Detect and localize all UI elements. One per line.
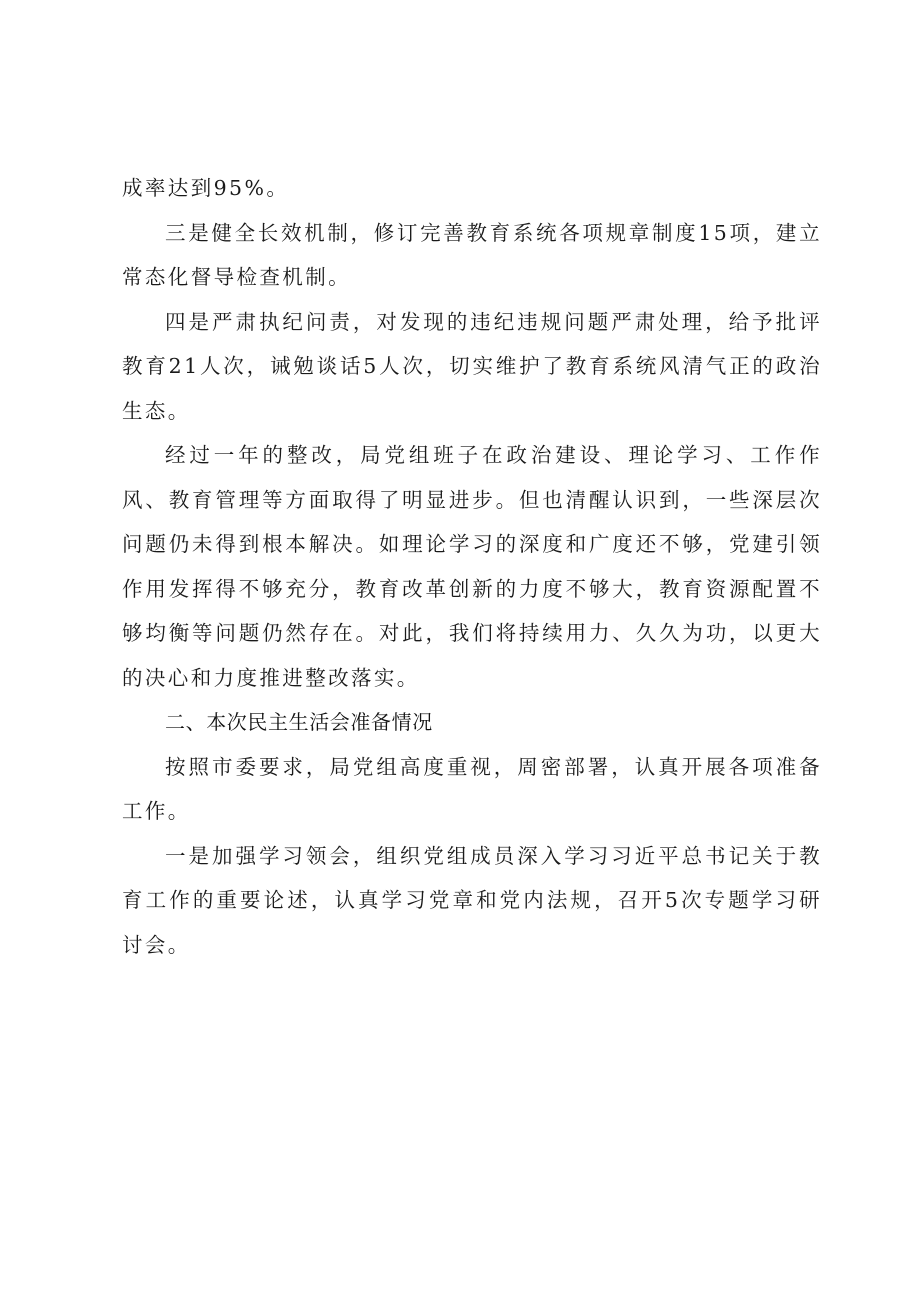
paragraph-point-four: 四是严肃执纪问责，对发现的违纪违规问题严肃处理，给予批评教育21人次，诫勉谈话5人次，切实维护了教育系统风清气正的政治生态。: [122, 309, 822, 423]
paragraph-summary: 经过一年的整改，局党组班子在政治建设、理论学习、工作作风、教育管理等方面取得了明显进步。但也清醒认识到，一些深层次问题仍未得到根本解决。如理论学习的深度和广度还不够，党建引领作用发挥得不够充分，教育改革创新的力度不够大，教育资源配置不够均衡等问题仍然存在。对此，我们将持续用力、久久为功，以更大的决心和力度推进整改落实。: [122, 443, 822, 690]
document-body: [122, 166, 822, 967]
paragraph-point-three: 三是健全长效机制，修订完善教育系统各项规章制度15项，建立常态化督导检查机制。: [122, 220, 822, 289]
paragraph-continuation: 成率达到95%。: [122, 176, 290, 200]
paragraph-preparation-intro: 按照市委要求，局党组高度重视，周密部署，认真开展各项准备工作。: [122, 754, 822, 823]
section-heading: 二、本次民主生活会准备情况: [165, 710, 433, 734]
paragraph-preparation-point-one: 一是加强学习领会，组织党组成员深入学习习近平总书记关于教育工作的重要论述，认真学习党章和党内法规，召开5次专题学习研讨会。: [122, 843, 822, 957]
